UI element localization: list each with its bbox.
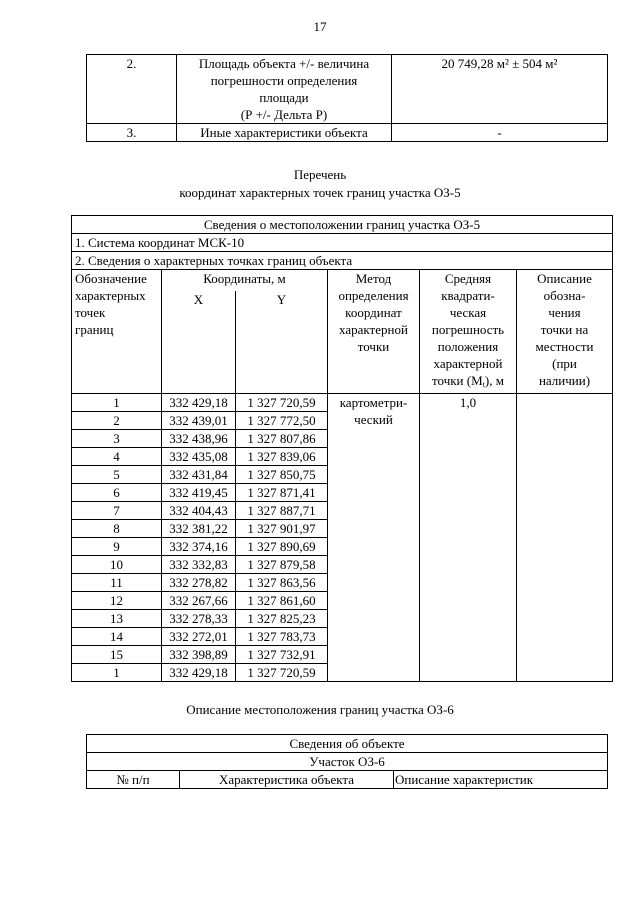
coord-x: 332 272,01 bbox=[162, 628, 236, 646]
table-row bbox=[72, 394, 613, 412]
coord-x: 332 435,08 bbox=[162, 448, 236, 466]
coordinates-list-heading bbox=[0, 166, 640, 202]
coord-y: 1 327 772,50 bbox=[236, 412, 328, 430]
table-row bbox=[87, 124, 608, 142]
point-number: 4 bbox=[72, 448, 162, 466]
text-line: Описание bbox=[537, 271, 592, 286]
point-number: 3 bbox=[72, 430, 162, 448]
text-line bbox=[423, 372, 513, 393]
text-line: ческая bbox=[449, 305, 487, 320]
coord-x: 332 429,18 bbox=[162, 664, 236, 682]
coord-y: 1 327 720,59 bbox=[236, 664, 328, 682]
text-line: обозна- bbox=[543, 288, 586, 303]
coord-y: 1 327 807,86 bbox=[236, 430, 328, 448]
text-line: Средняя bbox=[444, 271, 492, 286]
coord-y: 1 327 863,56 bbox=[236, 574, 328, 592]
coord-x: 332 278,33 bbox=[162, 610, 236, 628]
text-line: картометри- bbox=[339, 395, 408, 410]
row-characteristic bbox=[177, 124, 392, 142]
points-section-title: 2. Сведения о характерных точках границ объекта bbox=[72, 252, 613, 270]
text-line: точки bbox=[357, 339, 390, 354]
heading-line-1: Перечень bbox=[293, 167, 347, 182]
point-number: 2 bbox=[72, 412, 162, 430]
header-point-designation bbox=[72, 270, 162, 394]
row-characteristic bbox=[177, 55, 392, 124]
text-line: характерной bbox=[433, 356, 503, 371]
coord-x: 332 438,96 bbox=[162, 430, 236, 448]
text-line: Иные характеристики объекта bbox=[200, 125, 368, 140]
column-number: № п/п bbox=[87, 771, 180, 789]
text-line: Метод bbox=[355, 271, 392, 286]
location-description-heading: Описание местоположения границ участка ОЗ-6 bbox=[186, 702, 454, 717]
object-characteristics-table bbox=[86, 54, 608, 142]
object-info-table bbox=[86, 734, 608, 789]
text-line: наличии) bbox=[538, 373, 591, 388]
coord-y: 1 327 887,71 bbox=[236, 502, 328, 520]
coord-x: 332 431,84 bbox=[162, 466, 236, 484]
text-line: координат bbox=[345, 305, 402, 320]
header-method bbox=[328, 270, 420, 394]
heading-line-2: координат характерных точек границ участка ОЗ-5 bbox=[179, 185, 461, 200]
error-label: точки (M bbox=[432, 373, 483, 388]
point-number: 1 bbox=[72, 664, 162, 682]
coordinate-system: 1. Система координат МСК-10 bbox=[72, 234, 613, 252]
coord-x: 332 419,45 bbox=[162, 484, 236, 502]
coord-y: 1 327 901,97 bbox=[236, 520, 328, 538]
text-line: погрешность bbox=[431, 322, 505, 337]
text-line: Обозначение bbox=[75, 271, 147, 286]
coord-y: 1 327 783,73 bbox=[236, 628, 328, 646]
text-line: точки на bbox=[540, 322, 589, 337]
text-line: характерных bbox=[75, 288, 146, 303]
row-value: - bbox=[392, 124, 608, 142]
coordinates-table-title: Сведения о местоположении границ участка ОЗ-5 bbox=[72, 216, 613, 234]
text-line: границ bbox=[75, 322, 114, 337]
coord-y: 1 327 871,41 bbox=[236, 484, 328, 502]
text-line: характерной bbox=[339, 322, 408, 337]
object-info-subtitle: Участок ОЗ-6 bbox=[87, 753, 608, 771]
point-number: 11 bbox=[72, 574, 162, 592]
text-line: (Р +/- Дельта Р) bbox=[240, 107, 328, 122]
text-line: погрешности определения bbox=[210, 73, 358, 88]
table-row bbox=[87, 55, 608, 124]
coord-x: 332 267,66 bbox=[162, 592, 236, 610]
coord-y: 1 327 839,06 bbox=[236, 448, 328, 466]
header-y: Y bbox=[236, 291, 328, 394]
object-info-title: Сведения об объекте bbox=[87, 735, 608, 753]
row-number: 3. bbox=[87, 124, 177, 142]
header-error bbox=[420, 270, 517, 394]
error-subscript: t bbox=[482, 380, 485, 389]
coord-y: 1 327 850,75 bbox=[236, 466, 328, 484]
point-number: 1 bbox=[72, 394, 162, 412]
coordinates-table bbox=[71, 215, 613, 682]
coord-y: 1 327 732,91 bbox=[236, 646, 328, 664]
coord-x: 332 374,16 bbox=[162, 538, 236, 556]
coord-x: 332 332,83 bbox=[162, 556, 236, 574]
header-description bbox=[517, 270, 613, 394]
coord-x: 332 439,01 bbox=[162, 412, 236, 430]
point-number: 6 bbox=[72, 484, 162, 502]
page-number: 17 bbox=[313, 19, 327, 34]
column-description: Описание характеристик bbox=[394, 771, 608, 789]
coord-x: 332 398,89 bbox=[162, 646, 236, 664]
coord-x: 332 381,22 bbox=[162, 520, 236, 538]
point-number: 8 bbox=[72, 520, 162, 538]
point-number: 7 bbox=[72, 502, 162, 520]
text-line: площади bbox=[259, 90, 309, 105]
coord-x: 332 404,43 bbox=[162, 502, 236, 520]
point-number: 14 bbox=[72, 628, 162, 646]
text-line: положения bbox=[437, 339, 499, 354]
error-unit: ), м bbox=[484, 373, 504, 388]
row-number: 2. bbox=[87, 55, 177, 124]
text-line: местности bbox=[535, 339, 594, 354]
header-coordinates: Координаты, м bbox=[162, 270, 328, 292]
coord-y: 1 327 720,59 bbox=[236, 394, 328, 412]
header-x: X bbox=[162, 291, 236, 394]
description-value bbox=[517, 394, 613, 682]
point-number: 5 bbox=[72, 466, 162, 484]
text-line: Площадь объекта +/- величина bbox=[198, 56, 370, 71]
coord-x: 332 429,18 bbox=[162, 394, 236, 412]
coord-y: 1 327 861,60 bbox=[236, 592, 328, 610]
coord-y: 1 327 825,23 bbox=[236, 610, 328, 628]
coord-y: 1 327 879,58 bbox=[236, 556, 328, 574]
error-value: 1,0 bbox=[420, 394, 517, 682]
point-number: 15 bbox=[72, 646, 162, 664]
text-line: (при bbox=[552, 356, 577, 371]
point-number: 13 bbox=[72, 610, 162, 628]
coord-x: 332 278,82 bbox=[162, 574, 236, 592]
point-number: 10 bbox=[72, 556, 162, 574]
row-value: 20 749,28 м² ± 504 м² bbox=[392, 55, 608, 124]
text-line: определения bbox=[338, 288, 409, 303]
text-line: точек bbox=[75, 305, 106, 320]
text-line: квадрати- bbox=[441, 288, 495, 303]
column-characteristic: Характеристика объекта bbox=[180, 771, 394, 789]
text-line: чения bbox=[548, 305, 581, 320]
point-number: 12 bbox=[72, 592, 162, 610]
point-number: 9 bbox=[72, 538, 162, 556]
method-value bbox=[328, 394, 420, 682]
coord-y: 1 327 890,69 bbox=[236, 538, 328, 556]
text-line: ческий bbox=[354, 412, 393, 427]
